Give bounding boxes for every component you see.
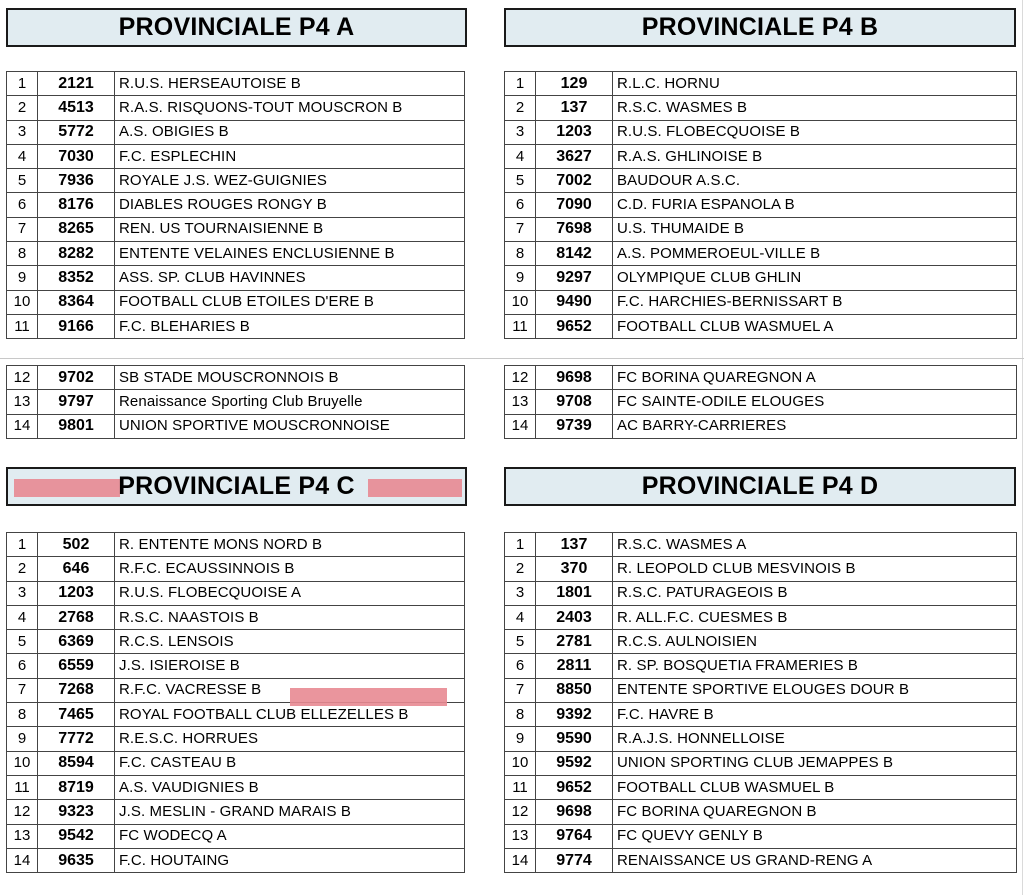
- row-number: 5: [7, 169, 38, 193]
- table-row: [7, 169, 465, 193]
- club-name: Renaissance Sporting Club Bruyelle: [115, 390, 465, 414]
- club-number: 7090: [536, 193, 613, 217]
- club-name: FOOTBALL CLUB WASMUEL A: [613, 314, 1017, 338]
- club-number: 9166: [38, 314, 115, 338]
- club-name: OLYMPIQUE CLUB GHLIN: [613, 266, 1017, 290]
- section-b-header: [504, 8, 1016, 47]
- club-number: 9698: [536, 800, 613, 824]
- club-number: 9739: [536, 414, 613, 438]
- table-row: [7, 654, 465, 678]
- table-row: [7, 414, 465, 438]
- section-a-title: PROVINCIALE P4 A: [118, 13, 355, 41]
- row-number: 3: [505, 120, 536, 144]
- table-row: [7, 96, 465, 120]
- table-row: [7, 144, 465, 168]
- row-number: 14: [505, 848, 536, 872]
- club-number: 6369: [38, 630, 115, 654]
- club-number: 4513: [38, 96, 115, 120]
- club-name: A.S. POMMEROEUL-VILLE B: [613, 242, 1017, 266]
- row-number: 11: [7, 775, 38, 799]
- club-number: 8176: [38, 193, 115, 217]
- table-row: [505, 390, 1017, 414]
- club-name: ROYALE J.S. WEZ-GUIGNIES: [115, 169, 465, 193]
- club-name: FC WODECQ A: [115, 824, 465, 848]
- club-name: BAUDOUR A.S.C.: [613, 169, 1017, 193]
- table-row: [505, 775, 1017, 799]
- table-row: [7, 390, 465, 414]
- club-number: 129: [536, 72, 613, 96]
- club-number: 1203: [536, 120, 613, 144]
- club-number: 8364: [38, 290, 115, 314]
- row-number: 12: [505, 366, 536, 390]
- club-number: 8850: [536, 678, 613, 702]
- club-number: 646: [38, 557, 115, 581]
- club-number: 8265: [38, 217, 115, 241]
- table-row: [505, 72, 1017, 96]
- row-number: 13: [505, 390, 536, 414]
- club-name: R.S.C. WASMES A: [613, 533, 1017, 557]
- club-number: 1203: [38, 581, 115, 605]
- club-number: 8352: [38, 266, 115, 290]
- club-number: 8282: [38, 242, 115, 266]
- table-row: [505, 120, 1017, 144]
- club-name: R. SP. BOSQUETIA FRAMERIES B: [613, 654, 1017, 678]
- club-number: 9542: [38, 824, 115, 848]
- table-row: [7, 751, 465, 775]
- row-number: 13: [7, 824, 38, 848]
- table-row: [505, 800, 1017, 824]
- row-number: 8: [7, 242, 38, 266]
- row-number: 10: [505, 751, 536, 775]
- club-number: 7698: [536, 217, 613, 241]
- club-number: 1801: [536, 581, 613, 605]
- row-number: 9: [7, 727, 38, 751]
- club-number: 9801: [38, 414, 115, 438]
- table-row: [505, 581, 1017, 605]
- table-row: [7, 581, 465, 605]
- club-name: REN. US TOURNAISIENNE B: [115, 217, 465, 241]
- club-name: R.S.C. WASMES B: [613, 96, 1017, 120]
- club-number: 9708: [536, 390, 613, 414]
- club-number: 9698: [536, 366, 613, 390]
- row-number: 9: [7, 266, 38, 290]
- table-row: [7, 242, 465, 266]
- row-number: 7: [505, 678, 536, 702]
- club-name: R.U.S. FLOBECQUOISE B: [613, 120, 1017, 144]
- club-name: UNION SPORTING CLUB JEMAPPES B: [613, 751, 1017, 775]
- club-name: R.U.S. FLOBECQUOISE A: [115, 581, 465, 605]
- table-row: [7, 630, 465, 654]
- club-number: 9297: [536, 266, 613, 290]
- club-name: R.C.S. LENSOIS: [115, 630, 465, 654]
- section-c-header: [6, 467, 467, 506]
- highlight-mark: [368, 479, 462, 497]
- club-name: R.A.S. GHLINOISE B: [613, 144, 1017, 168]
- table-row: [7, 72, 465, 96]
- row-number: 12: [7, 366, 38, 390]
- row-number: 4: [7, 144, 38, 168]
- club-name: ASS. SP. CLUB HAVINNES: [115, 266, 465, 290]
- club-number: 9590: [536, 727, 613, 751]
- row-number: 1: [7, 72, 38, 96]
- row-number: 12: [505, 800, 536, 824]
- table-row: [7, 366, 465, 390]
- table-row: [7, 703, 465, 727]
- row-number: 3: [505, 581, 536, 605]
- row-number: 8: [505, 703, 536, 727]
- club-name: R.F.C. ECAUSSINNOIS B: [115, 557, 465, 581]
- club-name: R.U.S. HERSEAUTOISE B: [115, 72, 465, 96]
- row-number: 5: [7, 630, 38, 654]
- table-row: [505, 266, 1017, 290]
- row-number: 3: [7, 581, 38, 605]
- section-b-table: [504, 71, 1017, 339]
- row-number: 14: [7, 848, 38, 872]
- row-number: 9: [505, 727, 536, 751]
- row-number: 2: [505, 557, 536, 581]
- row-number: 11: [7, 314, 38, 338]
- club-name: FOOTBALL CLUB ETOILES D'ERE B: [115, 290, 465, 314]
- section-a-table: [6, 71, 465, 339]
- club-number: 8719: [38, 775, 115, 799]
- club-name: R.C.S. AULNOISIEN: [613, 630, 1017, 654]
- table-row: [7, 775, 465, 799]
- table-row: [7, 266, 465, 290]
- club-number: 9764: [536, 824, 613, 848]
- row-number: 2: [505, 96, 536, 120]
- club-name: R.L.C. HORNU: [613, 72, 1017, 96]
- table-row: [7, 120, 465, 144]
- row-number: 1: [505, 533, 536, 557]
- club-number: 7002: [536, 169, 613, 193]
- table-row: [505, 605, 1017, 629]
- club-name: FOOTBALL CLUB WASMUEL B: [613, 775, 1017, 799]
- table-row: [7, 290, 465, 314]
- row-number: 4: [505, 144, 536, 168]
- table-row: [505, 533, 1017, 557]
- row-number: 4: [7, 605, 38, 629]
- club-number: 370: [536, 557, 613, 581]
- row-number: 2: [7, 96, 38, 120]
- row-number: 12: [7, 800, 38, 824]
- table-row: [505, 290, 1017, 314]
- club-name: F.C. HARCHIES-BERNISSART B: [613, 290, 1017, 314]
- row-number: 11: [505, 314, 536, 338]
- table-row: [7, 727, 465, 751]
- row-number: 6: [505, 193, 536, 217]
- club-number: 2781: [536, 630, 613, 654]
- table-row: [505, 751, 1017, 775]
- table-row: [7, 824, 465, 848]
- row-number: 10: [7, 751, 38, 775]
- table-row: [505, 848, 1017, 872]
- table-row: [505, 630, 1017, 654]
- page-edge-line: [1022, 0, 1023, 895]
- section-a-table-extra: [6, 365, 465, 439]
- row-number: 6: [505, 654, 536, 678]
- row-number: 14: [505, 414, 536, 438]
- club-name: DIABLES ROUGES RONGY B: [115, 193, 465, 217]
- club-number: 137: [536, 96, 613, 120]
- club-number: 8142: [536, 242, 613, 266]
- club-number: 9774: [536, 848, 613, 872]
- table-row: [7, 605, 465, 629]
- row-number: 4: [505, 605, 536, 629]
- section-d-title: PROVINCIALE P4 D: [641, 472, 879, 500]
- club-name: ROYAL FOOTBALL CLUB ELLEZELLES B: [115, 703, 465, 727]
- club-name: FC SAINTE-ODILE ELOUGES: [613, 390, 1017, 414]
- club-number: 9702: [38, 366, 115, 390]
- row-number: 7: [505, 217, 536, 241]
- table-row: [7, 557, 465, 581]
- club-number: 5772: [38, 120, 115, 144]
- row-number: 1: [505, 72, 536, 96]
- club-name: F.C. HOUTAING: [115, 848, 465, 872]
- table-row: [505, 144, 1017, 168]
- row-number: 8: [7, 703, 38, 727]
- club-name: R.S.C. PATURAGEOIS B: [613, 581, 1017, 605]
- club-number: 9652: [536, 314, 613, 338]
- club-number: 502: [38, 533, 115, 557]
- section-divider: [0, 358, 1024, 359]
- club-name: F.C. CASTEAU B: [115, 751, 465, 775]
- club-name: R.S.C. NAASTOIS B: [115, 605, 465, 629]
- table-row: [505, 654, 1017, 678]
- section-d-table: [504, 532, 1017, 873]
- row-number: 11: [505, 775, 536, 799]
- club-name: J.S. MESLIN - GRAND MARAIS B: [115, 800, 465, 824]
- row-number: 1: [7, 533, 38, 557]
- club-number: 9635: [38, 848, 115, 872]
- section-b-title: PROVINCIALE P4 B: [641, 13, 879, 41]
- row-number: 3: [7, 120, 38, 144]
- club-number: 7772: [38, 727, 115, 751]
- club-number: 2403: [536, 605, 613, 629]
- club-name: ENTENTE SPORTIVE ELOUGES DOUR B: [613, 678, 1017, 702]
- club-number: 7465: [38, 703, 115, 727]
- row-number: 6: [7, 193, 38, 217]
- row-number: 14: [7, 414, 38, 438]
- table-row: [505, 314, 1017, 338]
- club-number: 9592: [536, 751, 613, 775]
- table-row: [505, 414, 1017, 438]
- table-row: [7, 800, 465, 824]
- club-number: 2811: [536, 654, 613, 678]
- club-name: U.S. THUMAIDE B: [613, 217, 1017, 241]
- table-row: [505, 557, 1017, 581]
- club-name: R. LEOPOLD CLUB MESVINOIS B: [613, 557, 1017, 581]
- table-row: [505, 169, 1017, 193]
- club-number: 3627: [536, 144, 613, 168]
- club-name: R.A.J.S. HONNELLOISE: [613, 727, 1017, 751]
- club-number: 9652: [536, 775, 613, 799]
- table-row: [505, 193, 1017, 217]
- club-name: R. ENTENTE MONS NORD B: [115, 533, 465, 557]
- club-name: R.E.S.C. HORRUES: [115, 727, 465, 751]
- club-name: F.C. ESPLECHIN: [115, 144, 465, 168]
- club-name: R. ALL.F.C. CUESMES B: [613, 605, 1017, 629]
- club-name: FC BORINA QUAREGNON B: [613, 800, 1017, 824]
- row-number: 5: [505, 630, 536, 654]
- row-number: 8: [505, 242, 536, 266]
- club-number: 137: [536, 533, 613, 557]
- row-number: 10: [7, 290, 38, 314]
- table-row: [7, 848, 465, 872]
- table-row: [505, 703, 1017, 727]
- club-number: 9797: [38, 390, 115, 414]
- club-name: C.D. FURIA ESPANOLA B: [613, 193, 1017, 217]
- row-number: 6: [7, 654, 38, 678]
- club-name: F.C. HAVRE B: [613, 703, 1017, 727]
- section-d-header: [504, 467, 1016, 506]
- club-name: R.F.C. VACRESSE B: [115, 678, 465, 702]
- club-name: F.C. BLEHARIES B: [115, 314, 465, 338]
- club-name: FC QUEVY GENLY B: [613, 824, 1017, 848]
- row-number: 13: [7, 390, 38, 414]
- highlight-mark: [290, 688, 447, 706]
- club-name: UNION SPORTIVE MOUSCRONNOISE: [115, 414, 465, 438]
- section-a-header: [6, 8, 467, 47]
- section-c-title: PROVINCIALE P4 C: [118, 472, 355, 500]
- club-name: SB STADE MOUSCRONNOIS B: [115, 366, 465, 390]
- club-number: 7030: [38, 144, 115, 168]
- table-row: [505, 217, 1017, 241]
- row-number: 10: [505, 290, 536, 314]
- row-number: 9: [505, 266, 536, 290]
- row-number: 7: [7, 678, 38, 702]
- table-row: [505, 242, 1017, 266]
- club-number: 9323: [38, 800, 115, 824]
- club-number: 2768: [38, 605, 115, 629]
- club-number: 6559: [38, 654, 115, 678]
- club-number: 9392: [536, 703, 613, 727]
- section-b-table-extra: [504, 365, 1017, 439]
- row-number: 7: [7, 217, 38, 241]
- table-row: [505, 96, 1017, 120]
- club-number: 8594: [38, 751, 115, 775]
- club-name: J.S. ISIEROISE B: [115, 654, 465, 678]
- table-row: [7, 217, 465, 241]
- table-row: [7, 193, 465, 217]
- club-number: 2121: [38, 72, 115, 96]
- club-number: 9490: [536, 290, 613, 314]
- table-row: [505, 824, 1017, 848]
- club-name: A.S. VAUDIGNIES B: [115, 775, 465, 799]
- row-number: 5: [505, 169, 536, 193]
- club-number: 7268: [38, 678, 115, 702]
- row-number: 2: [7, 557, 38, 581]
- table-row: [505, 678, 1017, 702]
- club-name: AC BARRY-CARRIERES: [613, 414, 1017, 438]
- club-name: ENTENTE VELAINES ENCLUSIENNE B: [115, 242, 465, 266]
- club-name: RENAISSANCE US GRAND-RENG A: [613, 848, 1017, 872]
- table-row: [7, 314, 465, 338]
- table-row: [505, 366, 1017, 390]
- row-number: 13: [505, 824, 536, 848]
- club-number: 7936: [38, 169, 115, 193]
- table-row: [7, 533, 465, 557]
- club-name: A.S. OBIGIES B: [115, 120, 465, 144]
- club-name: FC BORINA QUAREGNON A: [613, 366, 1017, 390]
- club-name: R.A.S. RISQUONS-TOUT MOUSCRON B: [115, 96, 465, 120]
- table-row: [505, 727, 1017, 751]
- highlight-mark: [14, 479, 120, 497]
